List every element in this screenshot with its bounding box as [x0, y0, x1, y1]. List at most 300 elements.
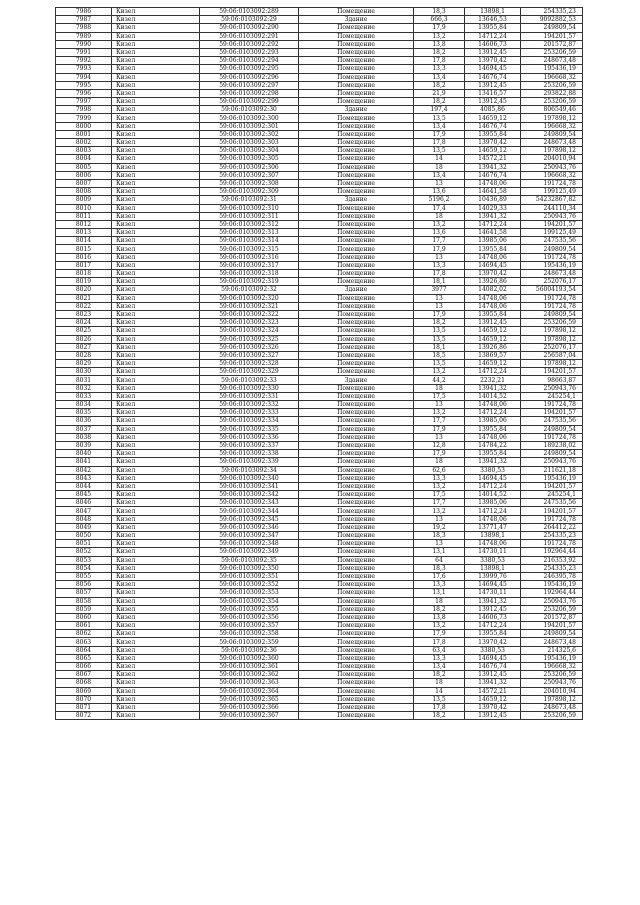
city-cell: Кизел	[112, 491, 200, 499]
unit-value-cell: 13926,86	[465, 343, 521, 351]
row-number-cell: 7998	[56, 106, 112, 114]
table-row	[56, 8, 583, 16]
cadastral-number-cell: 59:06:0103092:324	[200, 327, 299, 335]
area-cell: 13,4	[414, 122, 465, 130]
table-row	[56, 417, 583, 425]
cadastral-value-cell: 245254,1	[521, 392, 583, 400]
row-number-cell: 8000	[56, 122, 112, 130]
row-number-cell: 8012	[56, 220, 112, 228]
table-row	[56, 564, 583, 572]
city-cell: Кизел	[112, 450, 200, 458]
row-number-cell: 7986	[56, 8, 112, 16]
unit-value-cell: 14712,24	[465, 622, 521, 630]
table-row	[56, 319, 583, 327]
area-cell: 17,7	[414, 237, 465, 245]
unit-value-cell: 14730,11	[465, 589, 521, 597]
object-type-cell: Помещение	[299, 139, 414, 147]
unit-value-cell: 14694,45	[465, 261, 521, 269]
unit-value-cell: 14748,06	[465, 433, 521, 441]
object-type-cell: Здание	[299, 106, 414, 114]
cadastral-number-cell: 59:06:0103092:363	[200, 679, 299, 687]
area-cell: 17,8	[414, 638, 465, 646]
cadastral-number-cell: 59:06:0103092:350	[200, 564, 299, 572]
area-cell: 17,9	[414, 245, 465, 253]
object-type-cell: Помещение	[299, 24, 414, 32]
city-cell: Кизел	[112, 179, 200, 187]
area-cell: 13,3	[414, 65, 465, 73]
cadastral-value-cell: 253206,59	[521, 81, 583, 89]
table-row	[56, 572, 583, 580]
cadastral-value-cell: 248673,48	[521, 57, 583, 65]
city-cell: Кизел	[112, 147, 200, 155]
city-cell: Кизел	[112, 622, 200, 630]
row-number-cell: 8047	[56, 507, 112, 515]
cadastral-number-cell: 59:06:0103092:357	[200, 622, 299, 630]
area-cell: 3977	[414, 286, 465, 294]
object-type-cell: Помещение	[299, 605, 414, 613]
object-type-cell: Помещение	[299, 671, 414, 679]
row-number-cell: 8045	[56, 491, 112, 499]
unit-value-cell: 14659,12	[465, 327, 521, 335]
unit-value-cell: 13898,1	[465, 564, 521, 572]
city-cell: Кизел	[112, 523, 200, 531]
table-row	[56, 188, 583, 196]
cadastral-value-cell: 248673,48	[521, 638, 583, 646]
row-number-cell: 7997	[56, 98, 112, 106]
object-type-cell: Помещение	[299, 220, 414, 228]
unit-value-cell: 13955,84	[465, 450, 521, 458]
table-row	[56, 433, 583, 441]
table-row	[56, 703, 583, 711]
unit-value-cell: 13912,45	[465, 712, 521, 720]
object-type-cell: Помещение	[299, 556, 414, 564]
row-number-cell: 8011	[56, 212, 112, 220]
row-number-cell: 8067	[56, 671, 112, 679]
cadastral-value-cell: 248673,48	[521, 703, 583, 711]
cadastral-value-cell: 195436,19	[521, 474, 583, 482]
cadastral-number-cell: 59:06:0103092:298	[200, 89, 299, 97]
object-type-cell: Помещение	[299, 188, 414, 196]
cadastral-value-cell: 54232867,82	[521, 196, 583, 204]
unit-value-cell: 14712,24	[465, 482, 521, 490]
cadastral-number-cell: 59:06:0103092:345	[200, 515, 299, 523]
cadastral-value-cell: 189238,02	[521, 441, 583, 449]
row-number-cell: 8069	[56, 687, 112, 695]
cadastral-number-cell: 59:06:0103092:34	[200, 466, 299, 474]
object-type-cell: Помещение	[299, 474, 414, 482]
object-type-cell: Помещение	[299, 401, 414, 409]
cadastral-number-cell: 59:06:0103092:33	[200, 376, 299, 384]
cadastral-value-cell: 250943,76	[521, 679, 583, 687]
row-number-cell: 8042	[56, 466, 112, 474]
area-cell: 21,9	[414, 89, 465, 97]
table-row	[56, 663, 583, 671]
table-row	[56, 597, 583, 605]
cadastral-number-cell: 59:06:0103092:358	[200, 630, 299, 638]
cadastral-number-cell: 59:06:0103092:308	[200, 179, 299, 187]
cadastral-number-cell: 59:06:0103092:317	[200, 261, 299, 269]
object-type-cell: Помещение	[299, 179, 414, 187]
row-number-cell: 8020	[56, 286, 112, 294]
cadastral-number-cell: 59:06:0103092:339	[200, 458, 299, 466]
object-type-cell: Помещение	[299, 712, 414, 720]
object-type-cell: Помещение	[299, 450, 414, 458]
table-row	[56, 286, 583, 294]
city-cell: Кизел	[112, 16, 200, 24]
row-number-cell: 8026	[56, 335, 112, 343]
cadastral-value-cell: 249809,54	[521, 425, 583, 433]
row-number-cell: 8034	[56, 401, 112, 409]
cadastral-number-cell: 59:06:0103092:340	[200, 474, 299, 482]
unit-value-cell: 14606,73	[465, 40, 521, 48]
table-row	[56, 40, 583, 48]
object-type-cell: Помещение	[299, 597, 414, 605]
area-cell: 18,1	[414, 278, 465, 286]
row-number-cell: 8054	[56, 564, 112, 572]
object-type-cell: Помещение	[299, 384, 414, 392]
row-number-cell: 8010	[56, 204, 112, 212]
area-cell: 17,9	[414, 310, 465, 318]
table-row	[56, 630, 583, 638]
area-cell: 18,5	[414, 351, 465, 359]
city-cell: Кизел	[112, 507, 200, 515]
area-cell: 17,7	[414, 499, 465, 507]
area-cell: 17,6	[414, 572, 465, 580]
row-number-cell: 7988	[56, 24, 112, 32]
cadastral-value-cell: 192964,44	[521, 589, 583, 597]
cadastral-number-cell: 59:06:0103092:338	[200, 450, 299, 458]
unit-value-cell: 14712,24	[465, 507, 521, 515]
table-row	[56, 646, 583, 654]
row-number-cell: 8060	[56, 613, 112, 621]
cadastral-number-cell: 59:06:0103092:303	[200, 139, 299, 147]
object-type-cell: Помещение	[299, 687, 414, 695]
row-number-cell: 8050	[56, 532, 112, 540]
table-row	[56, 253, 583, 261]
row-number-cell: 8013	[56, 229, 112, 237]
table-row	[56, 335, 583, 343]
cadastral-number-cell: 59:06:0103092:295	[200, 65, 299, 73]
cadastral-number-cell: 59:06:0103092:313	[200, 229, 299, 237]
cadastral-number-cell: 59:06:0103092:337	[200, 441, 299, 449]
table-row	[56, 556, 583, 564]
city-cell: Кизел	[112, 106, 200, 114]
cadastral-value-cell: 204010,94	[521, 155, 583, 163]
row-number-cell: 8025	[56, 327, 112, 335]
unit-value-cell: 13985,06	[465, 417, 521, 425]
table-row	[56, 384, 583, 392]
cadastral-number-cell: 59:06:0103092:30	[200, 106, 299, 114]
table-row	[56, 237, 583, 245]
object-type-cell: Помещение	[299, 122, 414, 130]
cadastral-value-cell: 216353,92	[521, 556, 583, 564]
area-cell: 13,4	[414, 663, 465, 671]
cadastral-number-cell: 59:06:0103092:362	[200, 671, 299, 679]
object-type-cell: Помещение	[299, 630, 414, 638]
row-number-cell: 8056	[56, 581, 112, 589]
object-type-cell: Помещение	[299, 540, 414, 548]
area-cell: 18,3	[414, 532, 465, 540]
table-row	[56, 171, 583, 179]
city-cell: Кизел	[112, 122, 200, 130]
row-number-cell: 8072	[56, 712, 112, 720]
row-number-cell: 8066	[56, 663, 112, 671]
table-row	[56, 65, 583, 73]
cadastral-value-cell: 250943,76	[521, 212, 583, 220]
cadastral-value-cell: 253206,59	[521, 98, 583, 106]
unit-value-cell: 14082,02	[465, 286, 521, 294]
area-cell: 18,1	[414, 343, 465, 351]
row-number-cell: 7999	[56, 114, 112, 122]
city-cell: Кизел	[112, 212, 200, 220]
row-number-cell: 8008	[56, 188, 112, 196]
cadastral-value-cell: 191724,78	[521, 433, 583, 441]
table-row	[56, 360, 583, 368]
row-number-cell: 8051	[56, 540, 112, 548]
cadastral-value-cell: 249809,54	[521, 310, 583, 318]
city-cell: Кизел	[112, 57, 200, 65]
row-number-cell: 8039	[56, 441, 112, 449]
area-cell: 17,4	[414, 204, 465, 212]
area-cell: 13,3	[414, 581, 465, 589]
cadastral-value-cell: 245254,1	[521, 491, 583, 499]
city-cell: Кизел	[112, 548, 200, 556]
cadastral-number-cell: 59:06:0103092:289	[200, 8, 299, 16]
row-number-cell: 8064	[56, 646, 112, 654]
area-cell: 18,2	[414, 671, 465, 679]
object-type-cell: Помещение	[299, 466, 414, 474]
cadastral-value-cell: 195436,19	[521, 654, 583, 662]
unit-value-cell: 13912,45	[465, 671, 521, 679]
cadastral-value-cell: 214325,6	[521, 646, 583, 654]
unit-value-cell: 2232,21	[465, 376, 521, 384]
cadastral-number-cell: 59:06:0103092:309	[200, 188, 299, 196]
area-cell: 17,8	[414, 270, 465, 278]
object-type-cell: Помещение	[299, 458, 414, 466]
cadastral-value-cell: 197898,12	[521, 335, 583, 343]
cadastral-value-cell: 254335,23	[521, 8, 583, 16]
row-number-cell: 7991	[56, 48, 112, 56]
object-type-cell: Помещение	[299, 163, 414, 171]
cadastral-value-cell: 194201,57	[521, 220, 583, 228]
table-row	[56, 261, 583, 269]
object-type-cell: Помещение	[299, 245, 414, 253]
table-row	[56, 515, 583, 523]
area-cell: 17,8	[414, 57, 465, 65]
unit-value-cell: 14014,52	[465, 392, 521, 400]
object-type-cell: Помещение	[299, 278, 414, 286]
unit-value-cell: 13970,42	[465, 57, 521, 65]
area-cell: 44,2	[414, 376, 465, 384]
cadastral-value-cell: 211621,18	[521, 466, 583, 474]
object-type-cell: Здание	[299, 16, 414, 24]
cadastral-number-cell: 59:06:0103092:349	[200, 548, 299, 556]
city-cell: Кизел	[112, 712, 200, 720]
area-cell: 18	[414, 679, 465, 687]
area-cell: 62,6	[414, 466, 465, 474]
area-cell: 13,4	[414, 73, 465, 81]
area-cell: 18,2	[414, 98, 465, 106]
cadastral-number-cell: 59:06:0103092:322	[200, 310, 299, 318]
object-type-cell: Помещение	[299, 343, 414, 351]
object-type-cell: Помещение	[299, 572, 414, 580]
area-cell: 13,3	[414, 261, 465, 269]
unit-value-cell: 14659,12	[465, 360, 521, 368]
cadastral-number-cell: 59:06:0103092:343	[200, 499, 299, 507]
area-cell: 18	[414, 458, 465, 466]
row-number-cell: 8035	[56, 409, 112, 417]
cadastral-number-cell: 59:06:0103092:325	[200, 335, 299, 343]
unit-value-cell: 14659,12	[465, 114, 521, 122]
city-cell: Кизел	[112, 114, 200, 122]
area-cell: 13,8	[414, 613, 465, 621]
object-type-cell: Помещение	[299, 532, 414, 540]
cadastral-number-cell: 59:06:0103092:318	[200, 270, 299, 278]
table-row	[56, 327, 583, 335]
area-cell: 17,9	[414, 130, 465, 138]
row-number-cell: 8023	[56, 310, 112, 318]
area-cell: 13,2	[414, 368, 465, 376]
city-cell: Кизел	[112, 130, 200, 138]
area-cell: 14	[414, 687, 465, 695]
cadastral-value-cell: 191724,78	[521, 179, 583, 187]
unit-value-cell: 13941,32	[465, 212, 521, 220]
table-row	[56, 368, 583, 376]
unit-value-cell: 14712,24	[465, 368, 521, 376]
city-cell: Кизел	[112, 441, 200, 449]
city-cell: Кизел	[112, 65, 200, 73]
cadastral-number-cell: 59:06:0103092:344	[200, 507, 299, 515]
cadastral-value-cell: 252076,17	[521, 278, 583, 286]
table-row	[56, 106, 583, 114]
cadastral-number-cell: 59:06:0103092:334	[200, 417, 299, 425]
area-cell: 13	[414, 179, 465, 187]
cadastral-value-table	[55, 7, 583, 720]
cadastral-number-cell: 59:06:0103092:292	[200, 40, 299, 48]
row-number-cell: 8063	[56, 638, 112, 646]
unit-value-cell: 13646,53	[465, 16, 521, 24]
city-cell: Кизел	[112, 171, 200, 179]
row-number-cell: 8061	[56, 622, 112, 630]
unit-value-cell: 13912,45	[465, 48, 521, 56]
area-cell: 13,2	[414, 622, 465, 630]
city-cell: Кизел	[112, 220, 200, 228]
table-row	[56, 24, 583, 32]
cadastral-value-cell: 195436,19	[521, 581, 583, 589]
cadastral-value-cell: 201572,87	[521, 40, 583, 48]
cadastral-number-cell: 59:06:0103092:348	[200, 540, 299, 548]
unit-value-cell: 13955,84	[465, 130, 521, 138]
cadastral-number-cell: 59:06:0103092:312	[200, 220, 299, 228]
cadastral-value-cell: 246395,78	[521, 572, 583, 580]
city-cell: Кизел	[112, 482, 200, 490]
row-number-cell: 8057	[56, 589, 112, 597]
table-row	[56, 548, 583, 556]
cadastral-value-cell: 196668,32	[521, 73, 583, 81]
unit-value-cell: 14676,74	[465, 73, 521, 81]
cadastral-value-cell: 256587,04	[521, 351, 583, 359]
row-number-cell: 8031	[56, 376, 112, 384]
unit-value-cell: 13898,1	[465, 8, 521, 16]
area-cell: 63,4	[414, 646, 465, 654]
city-cell: Кизел	[112, 139, 200, 147]
table-row	[56, 491, 583, 499]
row-number-cell: 8028	[56, 351, 112, 359]
cadastral-number-cell: 59:06:0103092:299	[200, 98, 299, 106]
area-cell: 17,9	[414, 425, 465, 433]
unit-value-cell: 14659,12	[465, 335, 521, 343]
city-cell: Кизел	[112, 703, 200, 711]
area-cell: 13,2	[414, 409, 465, 417]
table-row	[56, 220, 583, 228]
cadastral-value-cell: 252076,17	[521, 343, 583, 351]
cadastral-value-cell: 250943,76	[521, 458, 583, 466]
unit-value-cell: 13941,32	[465, 163, 521, 171]
row-number-cell: 8044	[56, 482, 112, 490]
area-cell: 18,2	[414, 81, 465, 89]
cadastral-number-cell: 59:06:0103092:304	[200, 147, 299, 155]
row-number-cell: 8018	[56, 270, 112, 278]
cadastral-value-cell: 201572,87	[521, 613, 583, 621]
object-type-cell: Помещение	[299, 581, 414, 589]
city-cell: Кизел	[112, 630, 200, 638]
cadastral-number-cell: 59:06:0103092:311	[200, 212, 299, 220]
object-type-cell: Помещение	[299, 441, 414, 449]
object-type-cell: Здание	[299, 196, 414, 204]
area-cell: 17,8	[414, 703, 465, 711]
city-cell: Кизел	[112, 466, 200, 474]
cadastral-value-cell: 191724,78	[521, 401, 583, 409]
city-cell: Кизел	[112, 310, 200, 318]
object-type-cell: Помещение	[299, 613, 414, 621]
table-row	[56, 466, 583, 474]
table-row	[56, 122, 583, 130]
cadastral-number-cell: 59:06:0103092:36	[200, 646, 299, 654]
table-row	[56, 48, 583, 56]
cadastral-value-cell: 197898,12	[521, 114, 583, 122]
unit-value-cell: 14712,24	[465, 32, 521, 40]
city-cell: Кизел	[112, 376, 200, 384]
object-type-cell: Помещение	[299, 40, 414, 48]
cadastral-value-cell: 195436,19	[521, 65, 583, 73]
area-cell: 13,5	[414, 147, 465, 155]
city-cell: Кизел	[112, 663, 200, 671]
row-number-cell: 8030	[56, 368, 112, 376]
row-number-cell: 8048	[56, 515, 112, 523]
cadastral-value-cell: 194201,57	[521, 622, 583, 630]
area-cell: 18,2	[414, 605, 465, 613]
row-number-cell: 8022	[56, 302, 112, 310]
cadastral-number-cell: 59:06:0103092:323	[200, 319, 299, 327]
cadastral-value-cell: 199125,49	[521, 229, 583, 237]
cadastral-value-cell: 253206,59	[521, 319, 583, 327]
cadastral-value-cell: 197898,12	[521, 695, 583, 703]
table-row	[56, 589, 583, 597]
cadastral-number-cell: 59:06:0103092:316	[200, 253, 299, 261]
row-number-cell: 8038	[56, 433, 112, 441]
cadastral-number-cell: 59:06:0103092:352	[200, 581, 299, 589]
cadastral-value-cell: 244110,34	[521, 204, 583, 212]
city-cell: Кизел	[112, 646, 200, 654]
area-cell: 17,9	[414, 450, 465, 458]
cadastral-value-cell: 249809,54	[521, 450, 583, 458]
row-number-cell: 8001	[56, 130, 112, 138]
area-cell: 17,8	[414, 139, 465, 147]
city-cell: Кизел	[112, 401, 200, 409]
table-row	[56, 458, 583, 466]
table-row	[56, 163, 583, 171]
area-cell: 18,3	[414, 564, 465, 572]
